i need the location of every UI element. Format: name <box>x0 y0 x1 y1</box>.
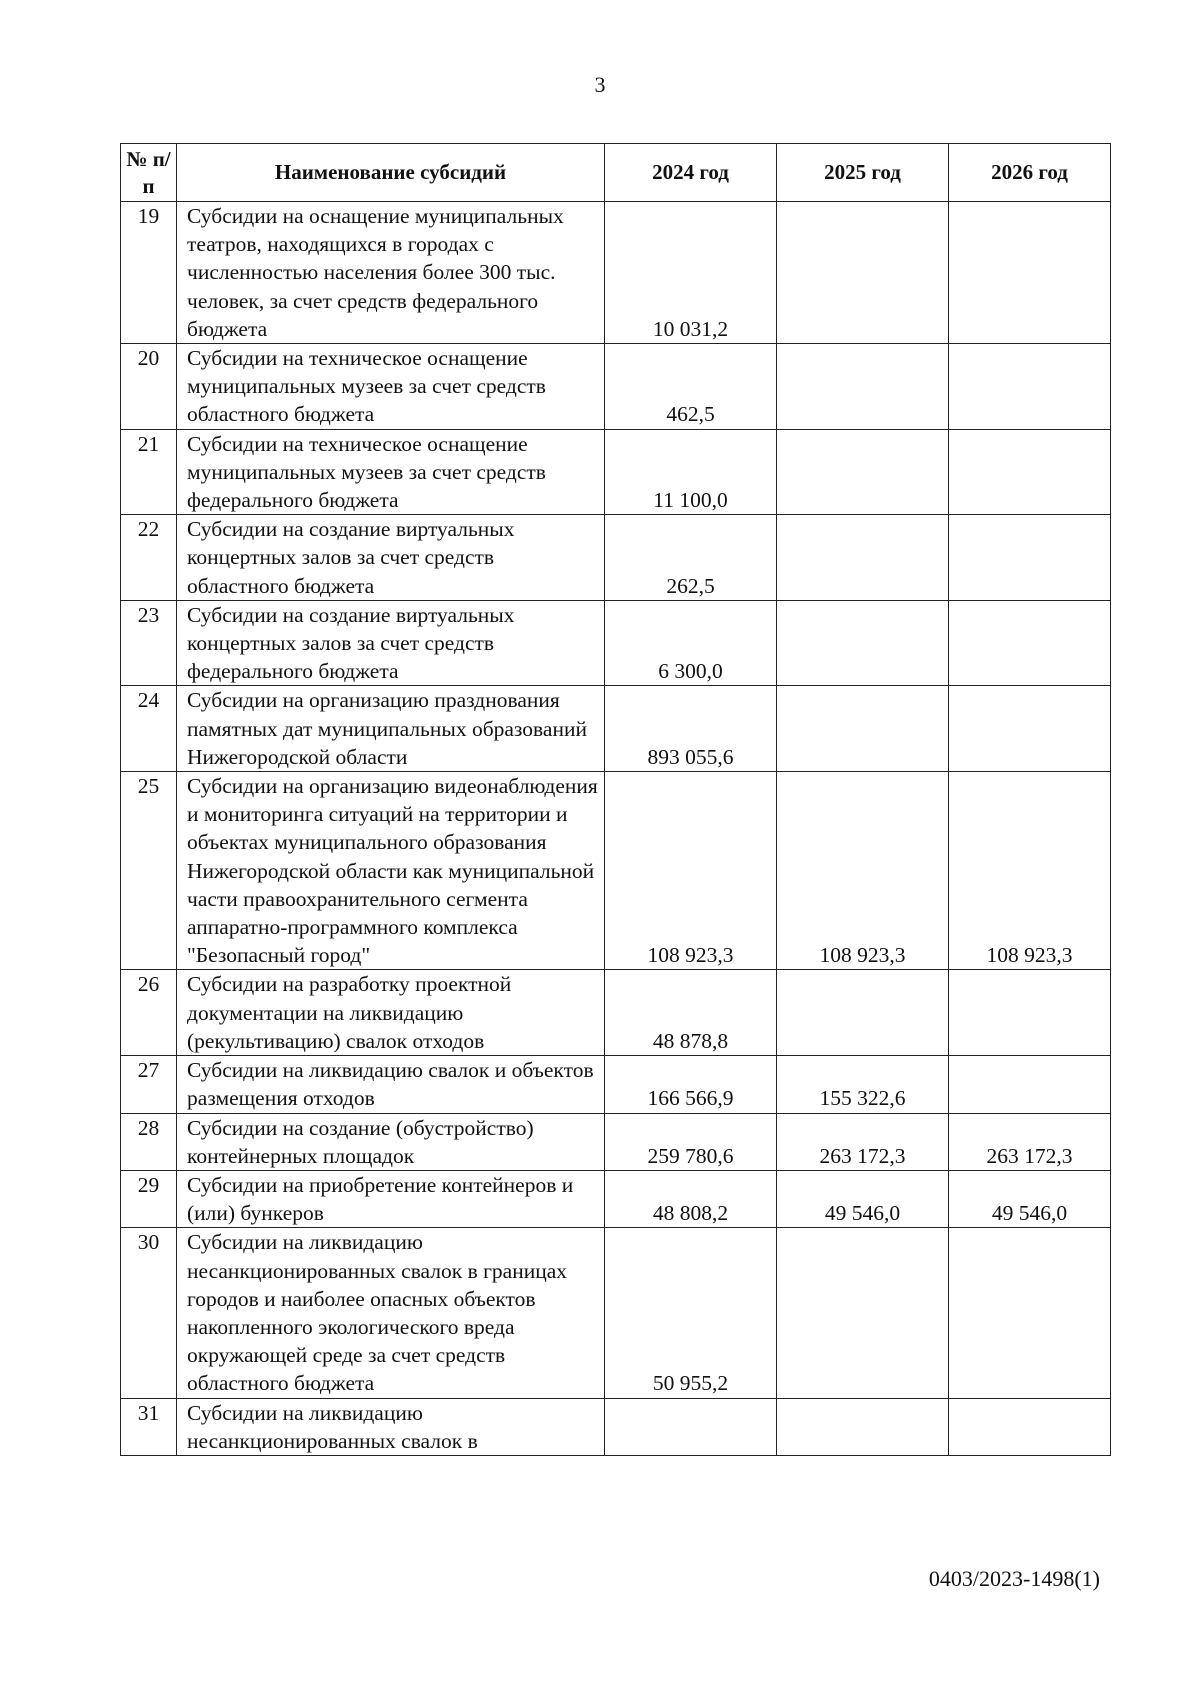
row-name: Субсидии на создание виртуальных концертных залов за счет средств областного бюджета <box>177 515 605 601</box>
row-value-2025 <box>777 429 949 515</box>
row-value-2026: 108 923,3 <box>949 772 1111 970</box>
row-num: 25 <box>121 772 177 970</box>
row-name: Субсидии на организацию празднования памятных дат муниципальных образований Нижегородской области <box>177 686 605 772</box>
table-row <box>121 1056 1111 1113</box>
table-row <box>121 1228 1111 1398</box>
row-name: Субсидии на техническое оснащение муниципальных музеев за счет средств областного бюджета <box>177 344 605 430</box>
row-value-2026 <box>949 970 1111 1056</box>
header-2025: 2025 год <box>777 144 949 202</box>
row-value-2026 <box>949 429 1111 515</box>
row-value-2024: 262,5 <box>605 515 777 601</box>
row-value-2026: 263 172,3 <box>949 1113 1111 1170</box>
document-id: 0403/2023-1498(1) <box>928 1566 1100 1591</box>
row-value-2025 <box>777 344 949 430</box>
row-num: 24 <box>121 686 177 772</box>
row-num: 19 <box>121 202 177 344</box>
row-num: 30 <box>121 1228 177 1398</box>
table-row <box>121 1170 1111 1227</box>
row-value-2025 <box>777 202 949 344</box>
table-row <box>121 1113 1111 1170</box>
row-num: 23 <box>121 600 177 686</box>
row-value-2026 <box>949 600 1111 686</box>
row-value-2026 <box>949 202 1111 344</box>
row-name: Субсидии на ликвидацию свалок и объектов размещения отходов <box>177 1056 605 1113</box>
row-name: Субсидии на ликвидацию несанкционированных свалок в границах городов и наиболее опасных объектов накопленного экологического вреда окружающей среде за счет средств областного бюджета <box>177 1228 605 1398</box>
row-num: 22 <box>121 515 177 601</box>
table-row <box>121 686 1111 772</box>
subsidies-table <box>120 143 1111 1456</box>
row-value-2026 <box>949 1056 1111 1113</box>
table-row <box>121 202 1111 344</box>
row-value-2024: 166 566,9 <box>605 1056 777 1113</box>
row-num: 20 <box>121 344 177 430</box>
row-value-2025 <box>777 686 949 772</box>
row-value-2026 <box>949 1228 1111 1398</box>
row-value-2024 <box>605 1398 777 1455</box>
row-value-2026 <box>949 686 1111 772</box>
row-value-2025: 155 322,6 <box>777 1056 949 1113</box>
row-value-2024: 50 955,2 <box>605 1228 777 1398</box>
table-row <box>121 429 1111 515</box>
row-name: Субсидии на ликвидацию несанкционированных свалок в <box>177 1398 605 1455</box>
row-value-2025 <box>777 970 949 1056</box>
row-name: Субсидии на разработку проектной документации на ликвидацию (рекультивацию) свалок отходов <box>177 970 605 1056</box>
row-name: Субсидии на техническое оснащение муниципальных музеев за счет средств федерального бюджета <box>177 429 605 515</box>
row-name: Субсидии на организацию видеонаблюдения и мониторинга ситуаций на территории и объектах муниципального образования Нижегородской области как муниципальной части правоохранительного сегмента аппаратно-программного комплекса "Безопасный город" <box>177 772 605 970</box>
row-value-2025 <box>777 600 949 686</box>
table-row <box>121 1398 1111 1455</box>
row-num: 27 <box>121 1056 177 1113</box>
table-header-row <box>121 144 1111 202</box>
row-value-2026 <box>949 515 1111 601</box>
row-value-2024: 108 923,3 <box>605 772 777 970</box>
row-value-2025: 263 172,3 <box>777 1113 949 1170</box>
row-name: Субсидии на создание (обустройство) контейнерных площадок <box>177 1113 605 1170</box>
row-value-2024: 259 780,6 <box>605 1113 777 1170</box>
table-row <box>121 772 1111 970</box>
header-2026: 2026 год <box>949 144 1111 202</box>
row-value-2026: 49 546,0 <box>949 1170 1111 1227</box>
header-num: № п/п <box>121 144 177 202</box>
header-2024: 2024 год <box>605 144 777 202</box>
table-row <box>121 600 1111 686</box>
row-name: Субсидии на создание виртуальных концертных залов за счет средств федерального бюджета <box>177 600 605 686</box>
row-value-2024: 11 100,0 <box>605 429 777 515</box>
row-name: Субсидии на приобретение контейнеров и (или) бункеров <box>177 1170 605 1227</box>
row-num: 29 <box>121 1170 177 1227</box>
row-name: Субсидии на оснащение муниципальных театров, находящихся в городах с численностью населения более 300 тыс. человек, за счет средств федерального бюджета <box>177 202 605 344</box>
row-num: 31 <box>121 1398 177 1455</box>
row-value-2025 <box>777 1398 949 1455</box>
row-value-2024: 462,5 <box>605 344 777 430</box>
row-value-2025 <box>777 1228 949 1398</box>
table-row <box>121 515 1111 601</box>
table-row <box>121 970 1111 1056</box>
page-number: 3 <box>594 72 606 97</box>
row-value-2025: 49 546,0 <box>777 1170 949 1227</box>
row-value-2025: 108 923,3 <box>777 772 949 970</box>
row-value-2024: 48 808,2 <box>605 1170 777 1227</box>
row-value-2024: 48 878,8 <box>605 970 777 1056</box>
row-value-2024: 10 031,2 <box>605 202 777 344</box>
header-name: Наименование субсидий <box>177 144 605 202</box>
row-value-2026 <box>949 344 1111 430</box>
row-value-2024: 893 055,6 <box>605 686 777 772</box>
row-value-2024: 6 300,0 <box>605 600 777 686</box>
row-num: 26 <box>121 970 177 1056</box>
row-value-2025 <box>777 515 949 601</box>
table-row <box>121 344 1111 430</box>
row-num: 28 <box>121 1113 177 1170</box>
row-value-2026 <box>949 1398 1111 1455</box>
row-num: 21 <box>121 429 177 515</box>
